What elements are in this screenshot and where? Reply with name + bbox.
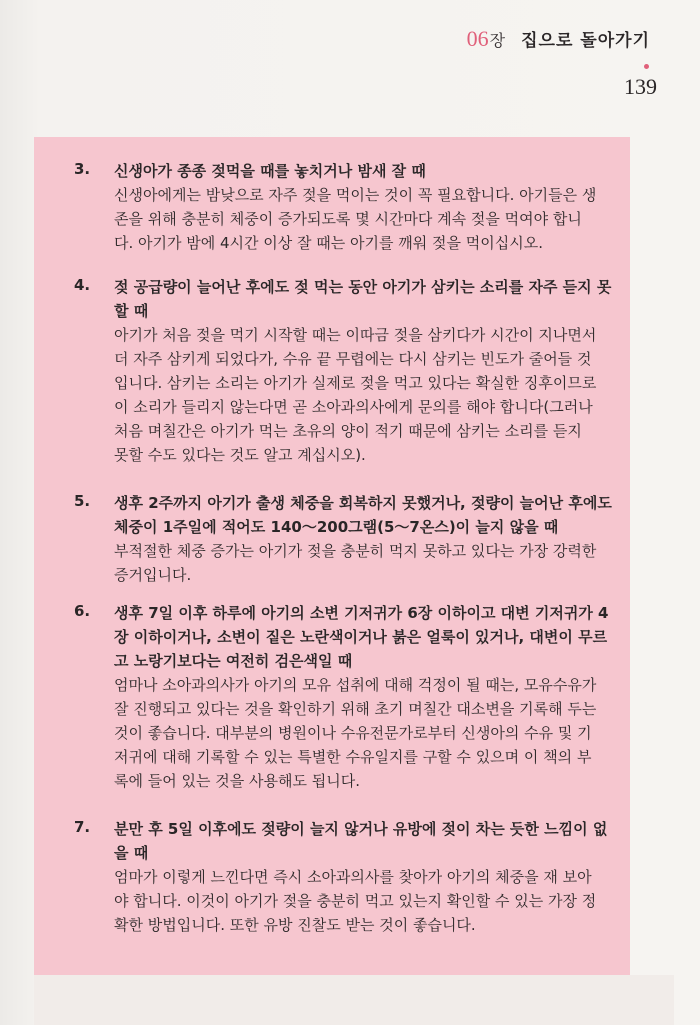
item-body-line: 잘 진행되고 있다는 것을 확인하기 위해 초기 며칠간 대소변을 기록해 두는 <box>114 700 597 718</box>
item-heading-line: 분만 후 5일 이후에도 젖량이 늘지 않거나 유방에 젖이 차는 듯한 느낌이 없 <box>114 820 608 838</box>
item-body-line: 이 소리가 들리지 않는다면 곧 소아과의사에게 문의를 해야 합니다(그러나 <box>114 398 593 416</box>
chapter-number: 06 <box>466 26 489 51</box>
chapter-title: 집으로 돌아가기 <box>521 31 650 51</box>
item-heading-line: 젖 공급량이 늘어난 후에도 젖 먹는 동안 아기가 삼키는 소리를 자주 듣지 못 <box>114 278 612 296</box>
item-body-line: 확한 방법입니다. 또한 유방 진찰도 받는 것이 좋습니다. <box>114 916 476 934</box>
item-body-line: 처음 며칠간은 아기가 먹는 초유의 양이 적기 때문에 삼키는 소리를 듣지 <box>114 422 582 440</box>
chapter-suffix: 장 <box>489 31 506 50</box>
item-heading-line: 할 때 <box>114 302 149 320</box>
item-body-line: 못할 수도 있다는 것도 알고 계십시오). <box>114 446 366 464</box>
item-body-line: 저귀에 대해 기록할 수 있는 특별한 수유일지를 구할 수 있으며 이 책의 부 <box>114 748 592 766</box>
item-body-line: 아기가 처음 젖을 먹기 시작할 때는 이따금 젖을 삼키다가 시간이 지나면서 <box>114 326 597 344</box>
item-body-line: 다. 아기가 밤에 4시간 이상 잘 때는 아기를 깨워 젖을 먹이십시오. <box>114 234 544 252</box>
item-body-line: 야 합니다. 이것이 아기가 젖을 충분히 먹고 있는지 확인할 수 있는 가장 정 <box>114 892 597 910</box>
item-number: 5. <box>74 492 91 510</box>
item-body-line: 증거입니다. <box>114 566 192 584</box>
item-body-line: 것이 좋습니다. 대부분의 병원이나 수유전문가로부터 신생아의 수유 및 기 <box>114 724 592 742</box>
item-number: 4. <box>74 276 91 294</box>
item-heading-line: 생후 2주까지 아기가 출생 체중을 회복하지 못했거나, 젖량이 늘어난 후에도 <box>114 494 612 512</box>
item-body-line: 엄마가 이렇게 느낀다면 즉시 소아과의사를 찾아가 아기의 체중을 재 보아 <box>114 868 592 886</box>
item-number: 7. <box>74 818 91 836</box>
item-body-line: 록에 들어 있는 것을 사용해도 됩니다. <box>114 772 360 790</box>
item-body-line: 신생아에게는 밤낮으로 자주 젖을 먹이는 것이 꼭 필요합니다. 아기들은 생 <box>114 186 597 204</box>
item-heading-line: 장 이하이거나, 소변이 짙은 노란색이거나 붉은 얼룩이 있거나, 대변이 무르 <box>114 628 608 646</box>
page-number: 139 <box>624 74 657 99</box>
item-heading-line: 신생아가 종종 젖먹을 때를 놓치거나 밤새 잘 때 <box>114 162 426 180</box>
item-number: 6. <box>74 602 91 620</box>
item-body-line: 더 자주 삼키게 되었다가, 수유 끝 무렵에는 다시 삼키는 빈도가 줄어들 것 <box>114 350 592 368</box>
item-heading-line: 고 노랑기보다는 여전히 검은색일 때 <box>114 652 353 670</box>
item-heading-line: 을 때 <box>114 844 149 862</box>
item-heading-line: 생후 7일 이후 하루에 아기의 소변 기저귀가 6장 이하이고 대변 기저귀가 4 <box>114 604 609 622</box>
item-body-line: 부적절한 체중 증가는 아기가 젖을 충분히 먹지 못하고 있다는 가장 강력한 <box>114 542 597 560</box>
item-number: 3. <box>74 160 91 178</box>
item-body-line: 엄마나 소아과의사가 아기의 모유 섭취에 대해 걱정이 될 때는, 모유수유가 <box>114 676 597 694</box>
item-heading-line: 체중이 1주일에 적어도 140～200그램(5～7온스)이 늘지 않을 때 <box>114 518 559 536</box>
item-body-line: 존을 위해 충분히 체중이 증가되도록 몇 시간마다 계속 젖을 먹여야 합니 <box>114 210 582 228</box>
item-body-line: 입니다. 삼키는 소리는 아기가 실제로 젖을 먹고 있다는 확실한 징후이므로 <box>114 374 597 392</box>
